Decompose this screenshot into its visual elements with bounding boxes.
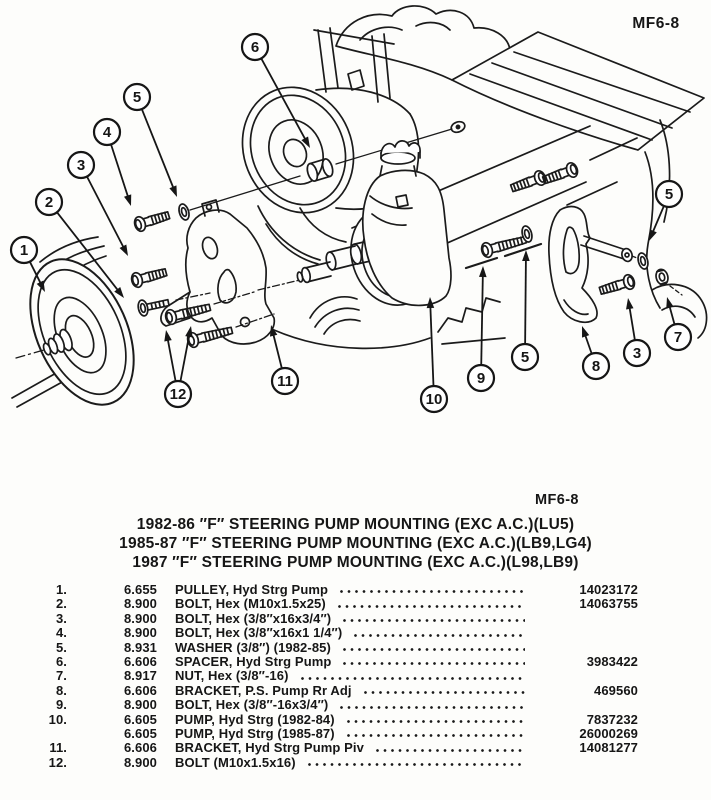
part-number: 14023172 (579, 582, 638, 597)
nut-7 (654, 268, 669, 286)
bolt-9 (480, 232, 527, 258)
group-number: 8.917 (123, 668, 157, 684)
item-number: 7. (55, 668, 67, 684)
item-number: 11. (49, 740, 67, 756)
callout-leader-line (142, 110, 174, 189)
dotted-leader (308, 762, 525, 767)
item-number: 3. (55, 610, 67, 626)
item-number: 6. (55, 654, 67, 670)
callout-number-9: 9 (476, 370, 486, 388)
callout-number-3: 3 (632, 345, 642, 363)
part-description: BOLT, Hex (3/8″x16x1 1/4″) (175, 625, 343, 641)
callout-number-1: 1 (19, 242, 29, 260)
callout-number-5: 5 (132, 89, 142, 107)
part-description: BRACKET, Hyd Strg Pump Piv (175, 740, 364, 756)
dotted-leader (376, 748, 525, 753)
group-number: 8.900 (123, 625, 157, 641)
callout-number-6: 6 (250, 39, 260, 57)
parts-table (0, 583, 711, 770)
callout-arrowhead (164, 330, 171, 342)
callout-arrowhead (169, 185, 177, 197)
item-number: 5. (55, 639, 67, 655)
callout-arrowhead (479, 266, 487, 277)
part-number: 14081277 (579, 740, 638, 756)
callout-arrowhead (649, 229, 657, 241)
group-number: 6.606 (123, 682, 157, 698)
rear-bracket (466, 207, 682, 323)
part-number: 7837232 (586, 711, 638, 727)
part-description: PUMP, Hyd Strg (1985-87) (175, 726, 335, 742)
table-row (0, 684, 711, 698)
group-number: 8.900 (123, 596, 157, 612)
part-description: WASHER (3/8″) (1982-85) (175, 639, 331, 655)
table-row (0, 741, 711, 755)
part-description: BOLT (M10x1.5x16) (175, 754, 296, 770)
table-row (0, 583, 711, 597)
part-description: SPACER, Hyd Strg Pump (175, 654, 332, 670)
part-description: BOLT, Hex (M10x1.5x25) (175, 596, 326, 612)
engine-face-bolt (509, 169, 547, 195)
callout-number-3: 3 (76, 157, 86, 175)
bolt-3-rear (598, 273, 636, 297)
callout-leader-line (585, 334, 592, 353)
group-number: 6.606 (123, 740, 157, 756)
table-row (0, 641, 711, 655)
table-row (0, 698, 711, 712)
table-row (0, 713, 711, 727)
callout-arrowhead (626, 298, 634, 309)
part-number: 26000269 (579, 726, 638, 742)
dotted-leader (343, 661, 525, 666)
group-number: 6.606 (123, 654, 157, 670)
callout-arrowhead (120, 244, 128, 256)
table-title-2: 1985-87 ″F″ STEERING PUMP MOUNTING (EXC A.C.)(LB9,LG4) (119, 535, 592, 552)
callout-leader-line (168, 339, 176, 381)
table-row (0, 756, 711, 770)
callout-leader-line (273, 334, 282, 368)
table-row (0, 655, 711, 669)
callout-number-4: 4 (102, 124, 112, 142)
dotted-leader (338, 604, 525, 609)
figure-code-table: MF6-8 (535, 492, 579, 508)
item-number: 1. (55, 582, 67, 597)
callout-number-5: 5 (520, 349, 530, 367)
dotted-leader (343, 618, 525, 623)
dotted-leader (340, 705, 525, 710)
callout-leader-line (111, 145, 128, 198)
item-number: 4. (55, 625, 67, 641)
dotted-leader (364, 690, 525, 695)
washer-5-mid (520, 225, 533, 243)
callout-leader-line (653, 206, 664, 232)
callout-leader-line (181, 335, 190, 381)
callout-leader-line (629, 307, 634, 340)
dotted-leader (301, 676, 525, 681)
group-number: 6.605 (123, 726, 157, 742)
bolt-3 (130, 265, 168, 288)
callout-number-10: 10 (425, 391, 443, 409)
part-description: BOLT, Hex (3/8″-16x3/4″) (175, 697, 329, 713)
callout-leader-line (481, 275, 483, 365)
callout-arrowhead (185, 326, 192, 338)
table-row (0, 669, 711, 683)
group-number: 8.900 (123, 754, 157, 770)
bolt-4 (133, 208, 171, 232)
callout-number-5: 5 (664, 186, 674, 204)
callout-number-2: 2 (44, 194, 54, 212)
table-title-1: 1982-86 ″F″ STEERING PUMP MOUNTING (EXC A.C.)(LU5) (136, 516, 575, 533)
washer-5 (177, 203, 191, 221)
dotted-leader (347, 719, 525, 724)
callout-leader-line (430, 306, 433, 386)
figure-code-top: MF6-8 (632, 15, 680, 32)
callout-leader-line (525, 259, 526, 344)
callout-arrowhead (582, 326, 589, 338)
part-description: BRACKET, P.S. Pump Rr Adj (175, 682, 352, 698)
parts-table-titles (0, 515, 711, 572)
part-description: PULLEY, Hyd Strg Pump (175, 582, 329, 597)
item-number: 2. (55, 596, 67, 612)
dotted-leader (354, 633, 525, 638)
item-number: 10. (48, 711, 67, 727)
table-row (0, 626, 711, 640)
table-title-3: 1987 ″F″ STEERING PUMP MOUNTING (EXC A.C.)(L98,LB9) (132, 554, 579, 571)
part-number: 469560 (594, 682, 638, 698)
part-description: BOLT, Hex (3/8″x16x3/4″) (175, 610, 332, 626)
callout-arrowhead (666, 297, 673, 309)
dotted-leader (340, 589, 525, 594)
item-number: 9. (55, 697, 67, 713)
group-number: 8.931 (123, 639, 157, 655)
part-description: NUT, Hex (3/8″-16) (175, 668, 289, 684)
callout-number-7: 7 (673, 329, 683, 347)
callout-number-8: 8 (591, 358, 601, 376)
callout-arrowhead (124, 194, 131, 206)
group-number: 8.900 (123, 610, 157, 626)
item-number: 12. (48, 754, 67, 770)
group-number: 6.655 (123, 582, 157, 597)
dotted-leader (343, 647, 525, 652)
engine-face-bolt (541, 161, 579, 187)
item-number: 8. (55, 682, 67, 698)
group-number: 8.900 (123, 697, 157, 713)
callout-number-12: 12 (169, 386, 187, 404)
table-row (0, 612, 711, 626)
callout-leader-line (669, 306, 674, 324)
part-number: 14063755 (579, 596, 638, 612)
table-row (0, 597, 711, 611)
callout-arrowhead (522, 250, 530, 261)
table-row (0, 727, 711, 741)
callout-number-11: 11 (277, 373, 293, 391)
group-number: 6.605 (123, 711, 157, 727)
part-description: PUMP, Hyd Strg (1982-84) (175, 711, 335, 727)
part-number: 3983422 (586, 654, 638, 670)
dotted-leader (347, 733, 525, 738)
